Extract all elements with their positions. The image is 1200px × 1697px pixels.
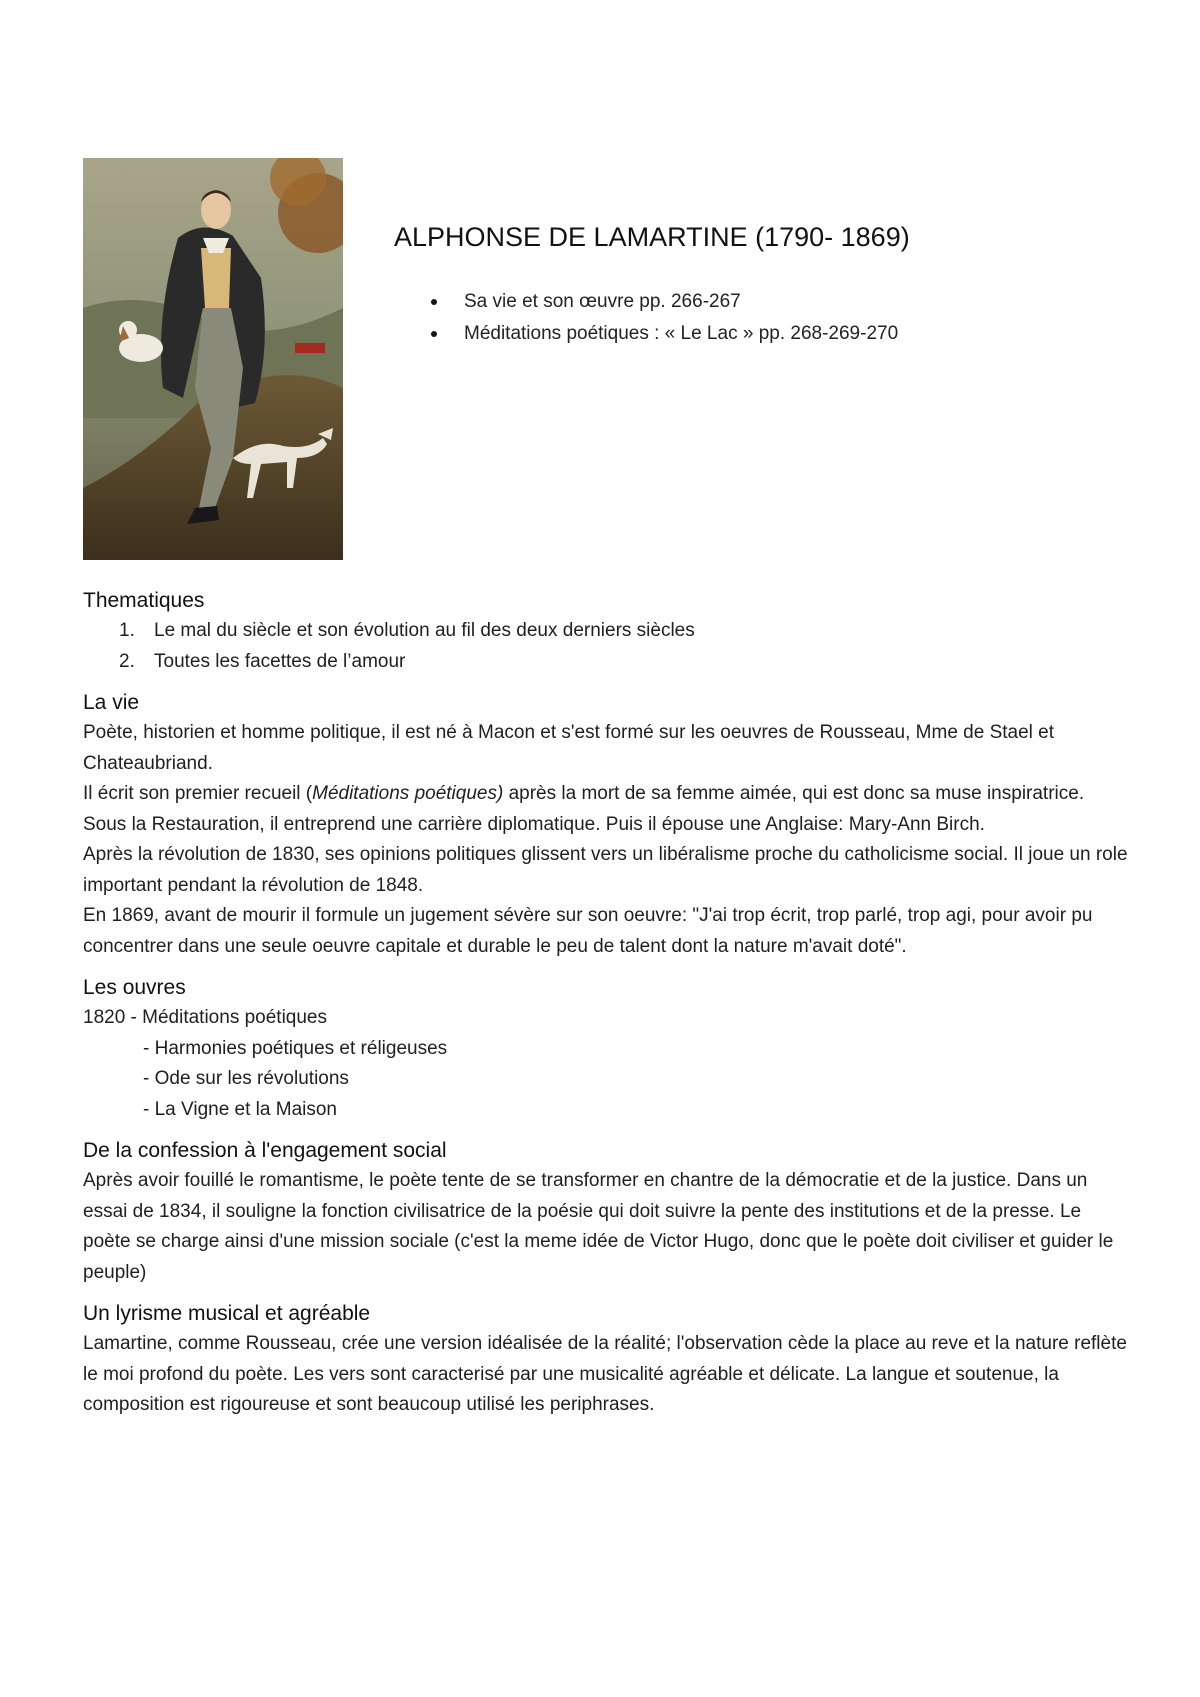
paragraph xyxy=(83,779,1128,840)
section-heading-vie: La vie xyxy=(83,691,140,714)
paragraph: Après avoir fouillé le romantisme, le poète tente de se transformer en chantre de la démocratie et de la justice. Dans un essai de 1834, il souligne la fonction civilisatrice de la poésie qui doit suivre la pente des institutions et de la presse. Le poète se charge ainsi d'une mission sociale (c'est la meme idée de Victor Hugo, donc que le poète doit civiliser et guider le peuple) xyxy=(83,1170,1114,1283)
works-item: - La Vigne et la Maison xyxy=(143,1098,337,1120)
page-title: ALPHONSE DE LAMARTINE (1790- 1869) xyxy=(394,222,910,252)
thematiques-list xyxy=(83,616,1128,677)
text-span: Il écrit son premier recueil ( xyxy=(83,783,313,804)
paragraph: Après la révolution de 1830, ses opinions politiques glissent vers un libéralisme proche du catholicisme social. Il joue un role important pendant la révolution de 1848. xyxy=(83,844,1128,896)
section-heading-thematiques: Thematiques xyxy=(83,589,205,612)
list-number: 2. xyxy=(119,650,135,672)
section-heading-confession: De la confession à l'engagement social xyxy=(83,1139,447,1162)
bullet-icon xyxy=(431,299,437,305)
list-item xyxy=(398,286,898,318)
works-item: - Ode sur les révolutions xyxy=(143,1068,349,1089)
works-first-line: 1820 - Méditations poétiques xyxy=(83,1007,327,1028)
paragraph: Poète, historien et homme politique, il est né à Macon et s'est formé sur les oeuvres de Rousseau, Mme de Stael et Chateaubriand. xyxy=(83,722,1055,774)
list-item-text: Méditations poétiques : « Le Lac » pp. 268-269-270 xyxy=(464,323,899,344)
portrait-illustration xyxy=(83,158,343,560)
reference-list xyxy=(398,286,898,350)
list-item-text: Le mal du siècle et son évolution au fil des deux derniers siècles xyxy=(154,620,695,641)
section-heading-ouvres: Les ouvres xyxy=(83,976,186,999)
list-item xyxy=(398,318,898,350)
text-span: après la mort de sa femme aimée, qui est donc sa muse inspiratrice. Sous la Restauration, il entreprend une carrière diplomatique. Puis il épouse une Anglaise: Mary-Ann Birch. xyxy=(83,783,1085,835)
paragraph: En 1869, avant de mourir il formule un jugement sévère sur son oeuvre: "J'ai trop écrit, trop parlé, trop agi, pour avoir pu concentrer dans une seule oeuvre capitale et durable le peu de talent dont la nature m'avait doté". xyxy=(83,905,1093,957)
list-number: 1. xyxy=(119,620,135,641)
portrait-image xyxy=(83,158,343,560)
section-heading-lyrisme: Un lyrisme musical et agréable xyxy=(83,1302,371,1325)
works-item: - Harmonies poétiques et réligeuses xyxy=(143,1037,448,1059)
book-title: Méditations poétiques) xyxy=(312,783,504,804)
list-item xyxy=(83,647,1128,678)
list-item-text: Toutes les facettes de l’amour xyxy=(154,650,406,672)
bullet-icon xyxy=(431,331,437,337)
paragraph: Lamartine, comme Rousseau, crée une version idéalisée de la réalité; l'observation cède la place au reve et la nature reflète le moi profond du poète. Les vers sont caracterisé par une musicalité agréable et délicate. La langue et soutenue, la composition est rigoureuse et sont beaucoup utilisé les periphrases. xyxy=(83,1333,1127,1415)
list-item xyxy=(83,616,1128,647)
list-item-text: Sa vie et son œuvre pp. 266-267 xyxy=(464,291,741,312)
main-content xyxy=(83,586,1128,1421)
